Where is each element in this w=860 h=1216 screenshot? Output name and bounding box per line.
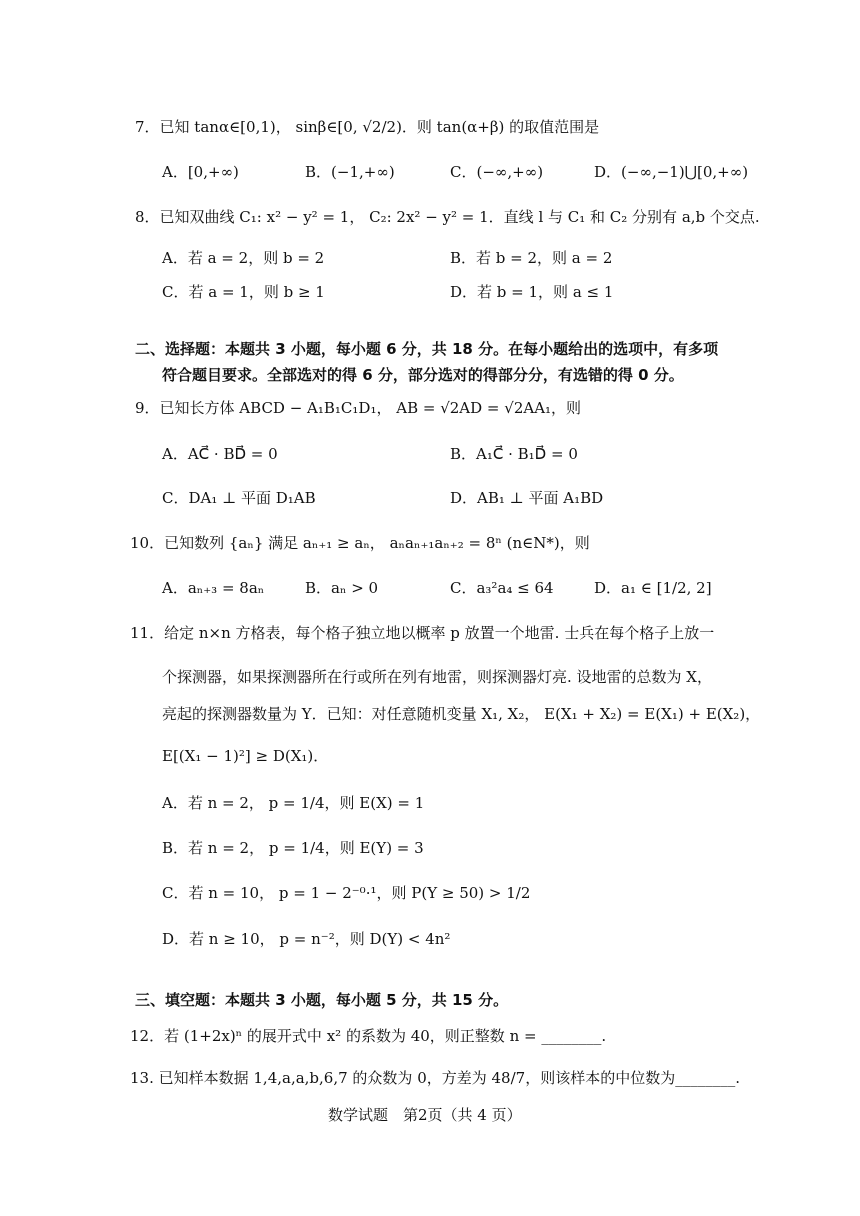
q7-stem: 7．已知 tanα∈[0,1)， sinβ∈[0, √2/2)．则 tan(α+β) 的取值范围是: [135, 118, 600, 136]
q13-stem: 13. 已知样本数据 1,4,a,a,b,6,7 的众数为 0，方差为 48/7，则该样本的中位数为________.: [130, 1069, 740, 1087]
q11-line1: 11．给定 n×n 方格表，每个格子独立地以概率 p 放置一个地雷. 士兵在每个格子上放一: [130, 624, 715, 642]
q10-option-c: C．a₃²a₄ ≤ 64: [450, 579, 554, 597]
q7-option-c: C．(−∞,+∞): [450, 163, 544, 181]
q8-option-d: D．若 b = 1，则 a ≤ 1: [450, 283, 614, 301]
section3-heading: 三、填空题：本题共 3 小题，每小题 5 分，共 15 分。: [135, 991, 509, 1009]
q11-line2: 个探测器，如果探测器所在行或所在列有地雷，则探测器灯亮. 设地雷的总数为 X，: [162, 668, 712, 686]
page-footer: 数学试题 第2页（共 4 页）: [328, 1106, 522, 1124]
q8-option-b: B．若 b = 2，则 a = 2: [450, 249, 613, 267]
q9-option-c: C．DA₁ ⊥ 平面 D₁AB: [162, 489, 316, 507]
q10-option-a: A．aₙ₊₃ = 8aₙ: [162, 579, 265, 597]
q10-option-d: D．a₁ ∈ [1/2, 2]: [594, 579, 712, 597]
section2-heading-line1: 二、选择题：本题共 3 小题，每小题 6 分，共 18 分。在每小题给出的选项中，有多项: [135, 340, 719, 358]
q11-line3: 亮起的探测器数量为 Y．已知：对任意随机变量 X₁, X₂， E(X₁ + X₂) = E(X₁) + E(X₂)，: [162, 705, 761, 723]
q7-option-d: D．(−∞,−1)⋃[0,+∞): [594, 163, 749, 181]
q7-option-b: B．(−1,+∞): [305, 163, 395, 181]
q7-option-a: A．[0,+∞): [162, 163, 239, 181]
section2-heading-line2: 符合题目要求。全部选对的得 6 分，部分选对的得部分分，有选错的得 0 分。: [162, 366, 684, 384]
q8-option-c: C．若 a = 1，则 b ≥ 1: [162, 283, 325, 301]
q11-option-c: C．若 n = 10， p = 1 − 2⁻⁰·¹，则 P(Y ≥ 50) > 1/2: [162, 884, 531, 902]
q10-stem: 10．已知数列 {aₙ} 满足 aₙ₊₁ ≥ aₙ， aₙaₙ₊₁aₙ₊₂ = 8ⁿ (n∈N*)，则: [130, 534, 590, 552]
q11-option-a: A．若 n = 2， p = 1/4，则 E(X) = 1: [162, 794, 425, 812]
q11-option-b: B．若 n = 2， p = 1/4，则 E(Y) = 3: [162, 839, 424, 857]
q8-stem: 8．已知双曲线 C₁: x² − y² = 1， C₂: 2x² − y² = 1．直线 l 与 C₁ 和 C₂ 分别有 a,b 个交点.: [135, 208, 760, 226]
q12-stem: 12．若 (1+2x)ⁿ 的展开式中 x² 的系数为 40，则正整数 n = ________.: [130, 1027, 607, 1045]
q11-line4: E[(X₁ − 1)²] ≥ D(X₁)．: [162, 747, 329, 765]
q9-option-b: B．A₁C⃗ · B₁D⃗ = 0: [450, 445, 578, 463]
q8-option-a: A．若 a = 2，则 b = 2: [162, 249, 325, 267]
q9-stem: 9．已知长方体 ABCD − A₁B₁C₁D₁， AB = √2AD = √2AA₁，则: [135, 399, 582, 417]
q9-option-d: D．AB₁ ⊥ 平面 A₁BD: [450, 489, 604, 507]
q10-option-b: B．aₙ > 0: [305, 579, 379, 597]
q11-option-d: D．若 n ≥ 10， p = n⁻²，则 D(Y) < 4n²: [162, 930, 451, 948]
q9-option-a: A．AC⃗ · BD⃗ = 0: [162, 445, 278, 463]
